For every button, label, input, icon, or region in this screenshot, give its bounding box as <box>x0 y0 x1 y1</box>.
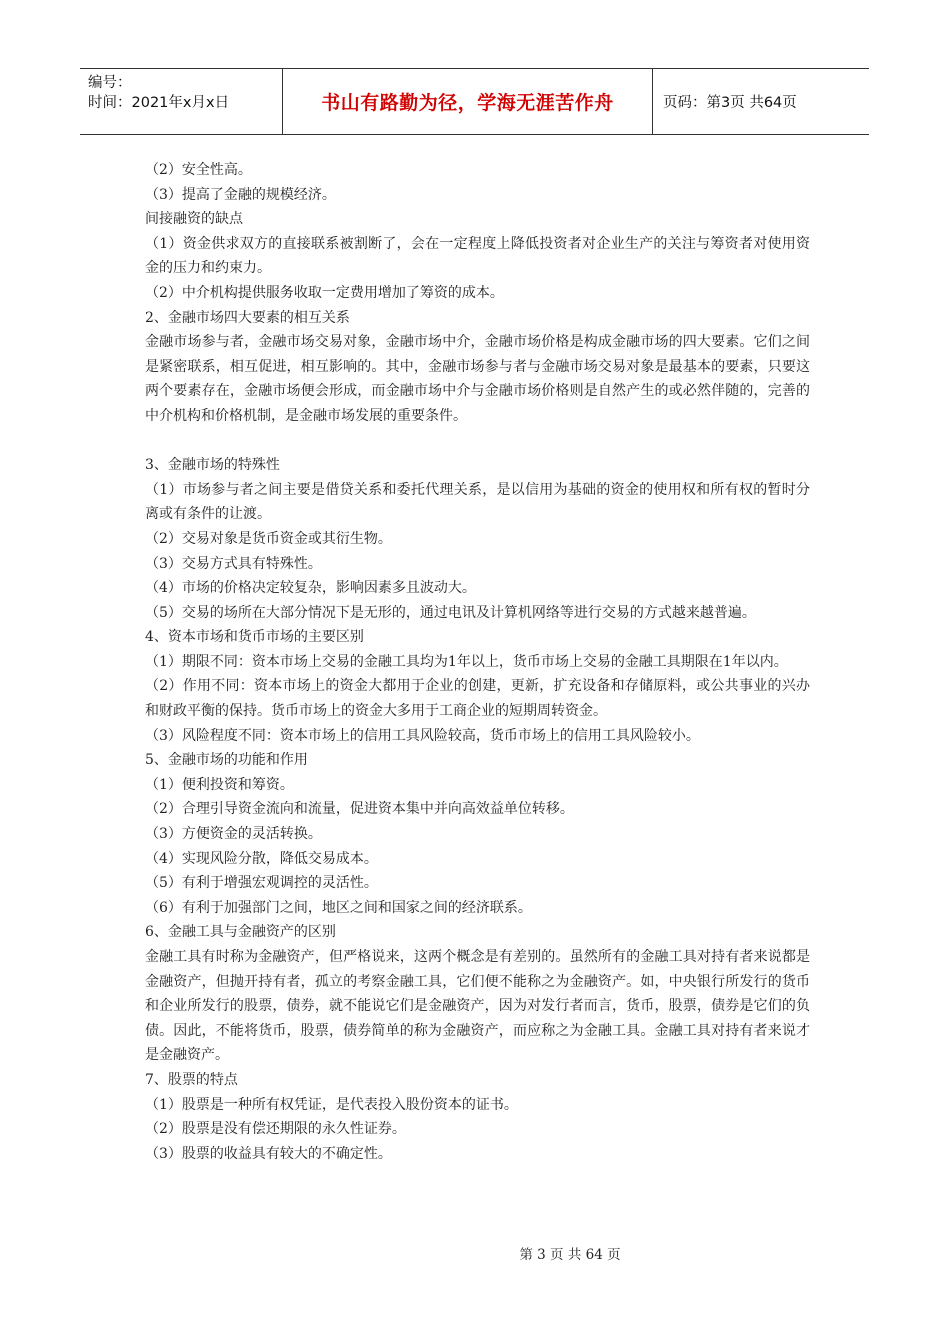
paragraph: （5）交易的场所在大部分情况下是无形的，通过电讯及计算机网络等进行交易的方式越来越普遍。 <box>145 604 756 621</box>
section-heading: 7、股票的特点 <box>145 1071 238 1088</box>
section-heading: 2、金融市场四大要素的相互关系 <box>145 309 350 326</box>
paragraph: 金融市场参与者，金融市场交易对象，金融市场中介，金融市场价格是构成金融市场的四大要素。它们之间是紧密联系，相互促进，相互影响的。其中，金融市场参与者与金融市场交易对象是最基本的要素，只要这两个要素存在，金融市场便会形成，而金融市场中介与金融市场价格则是自然产生的或必然伴随的，完善的中介机构和价格机制，是金融市场发展的重要条件。 <box>145 334 810 424</box>
paragraph: （4）实现风险分散，降低交易成本。 <box>145 850 378 867</box>
paragraph: （2）股票是没有偿还期限的永久性证券。 <box>145 1121 406 1138</box>
section-heading: 4、资本市场和货币市场的主要区别 <box>145 629 364 646</box>
document-body <box>145 158 810 1166</box>
paragraph: （3）提高了金融的规模经济。 <box>145 186 336 203</box>
paragraph: 金融工具有时称为金融资产，但严格说来，这两个概念是有差别的。虽然所有的金融工具对持有者来说都是金融资产，但抛开持有者，孤立的考察金融工具，它们便不能称之为金融资产。如，中央银行所发行的货币和企业所发行的股票，债券，就不能说它们是金融资产，因为对发行者而言，货币，股票，债券是它们的负债。因此，不能将货币，股票，债券简单的称为金融资产，而应称之为金融工具。金融工具对持有者来说才是金融资产。 <box>145 949 810 1064</box>
paragraph: （1）市场参与者之间主要是借贷关系和委托代理关系，是以信用为基础的资金的使用权和所有权的暂时分离或有条件的让渡。 <box>145 481 810 523</box>
section-heading: 5、金融市场的功能和作用 <box>145 752 308 769</box>
header-meta <box>80 69 283 134</box>
paragraph: （2）合理引导资金流向和流量，促进资本集中并向高效益单位转移。 <box>145 801 574 818</box>
paragraph: （3）方便资金的灵活转换。 <box>145 826 322 843</box>
section-heading: 6、金融工具与金融资产的区别 <box>145 924 336 941</box>
page-header <box>80 68 869 135</box>
paragraph: （5）有利于增强宏观调控的灵活性。 <box>145 875 378 892</box>
paragraph: （3）股票的收益具有较大的不确定性。 <box>145 1145 392 1162</box>
time-label: 时间：2021年x月x日 <box>88 95 230 111</box>
paragraph: （1）资金供求双方的直接联系被割断了，会在一定程度上降低投资者对企业生产的关注与筹资者对使用资金的压力和约束力。 <box>145 235 810 277</box>
page-footer: 第 3 页 共 64 页 <box>519 1247 621 1263</box>
header-motto: 书山有路勤为径，学海无涯苦作舟 <box>283 69 653 134</box>
paragraph: （1）股票是一种所有权凭证，是代表投入股份资本的证书。 <box>145 1096 518 1113</box>
paragraph: （3）风险程度不同：资本市场上的信用工具风险较高，货币市场上的信用工具风险较小。 <box>145 727 700 744</box>
paragraph: （1）期限不同：资本市场上交易的金融工具均为1年以上，货币市场上交易的金融工具期限在1年以内。 <box>145 653 788 670</box>
blank-line <box>145 429 810 454</box>
section-heading: 3、金融市场的特殊性 <box>145 457 280 474</box>
paragraph: （2）作用不同：资本市场上的资金大都用于企业的创建，更新，扩充设备和存储原料，或公共事业的兴办和财政平衡的保持。货币市场上的资金大多用于工商企业的短期周转资金。 <box>145 678 810 720</box>
paragraph: 间接融资的缺点 <box>145 211 243 228</box>
paragraph: （2）安全性高。 <box>145 162 252 178</box>
paragraph: （2）交易对象是货币资金或其衍生物。 <box>145 530 392 547</box>
paragraph: （1）便利投资和筹资。 <box>145 776 294 793</box>
header-page-number: 页码：第3页 共64页 <box>663 95 797 111</box>
paragraph: （3）交易方式具有特殊性。 <box>145 555 322 572</box>
paragraph: （2）中介机构提供服务收取一定费用增加了筹资的成本。 <box>145 284 504 301</box>
number-label: 编号： <box>88 75 132 91</box>
paragraph: （4）市场的价格决定较复杂，影响因素多且波动大。 <box>145 580 476 597</box>
paragraph: （6）有利于加强部门之间，地区之间和国家之间的经济联系。 <box>145 899 532 916</box>
